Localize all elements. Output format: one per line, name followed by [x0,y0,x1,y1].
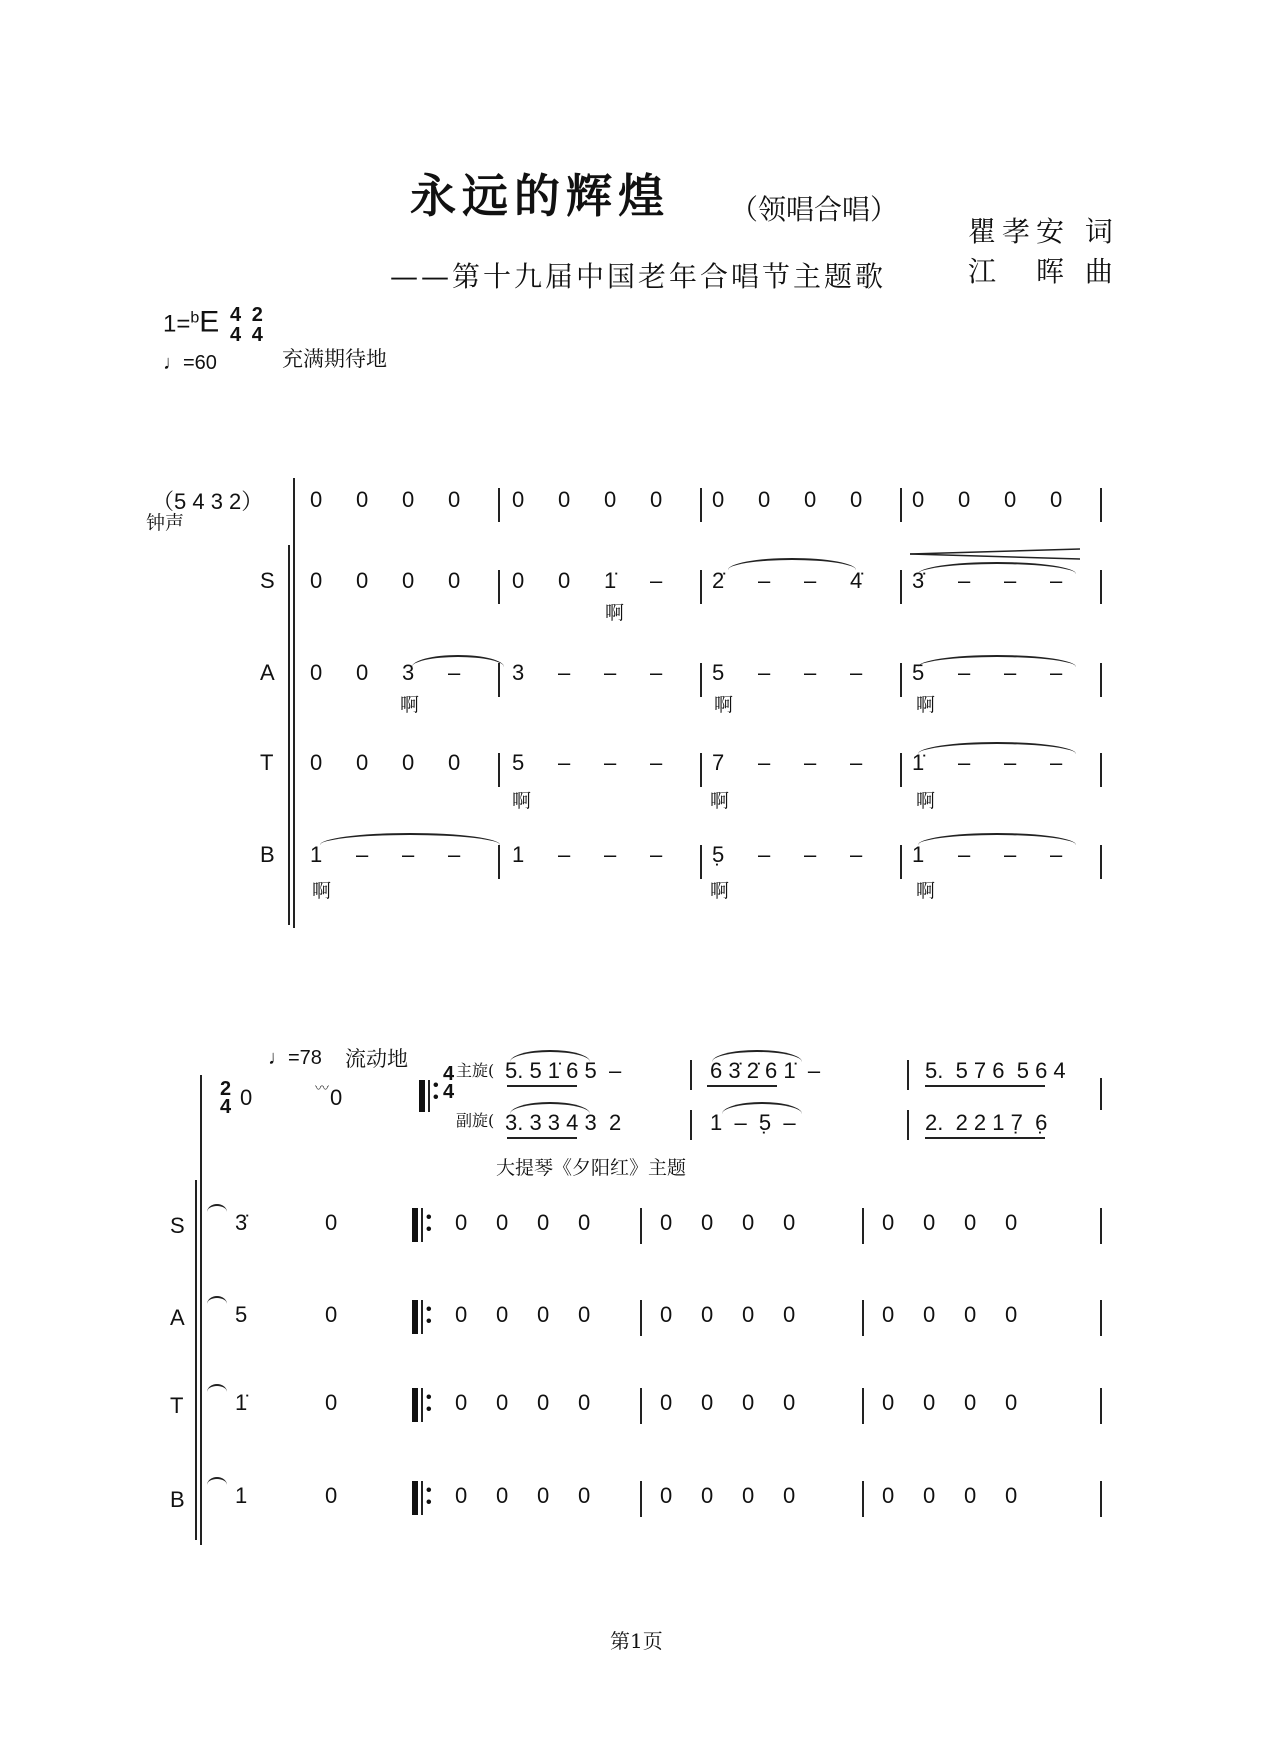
extension-dash: – [804,568,817,593]
rest: 0 [964,1390,977,1415]
extension-dash: – [448,660,461,685]
note: 5̣ [712,842,725,867]
voice-label-tenor: T [170,1393,184,1418]
voice-label-bass: B [170,1487,185,1512]
extension-dash: – [650,750,663,775]
rest: 0 [783,1302,796,1327]
repeat-dots: • • [433,1077,439,1106]
barline [640,1388,642,1424]
rest: 0 [578,1390,591,1415]
repeat-thin-bar [428,1080,430,1112]
note: 1 [512,842,525,867]
note: 0 [712,487,725,512]
note: 5 [512,750,525,775]
rest: 0 [455,1210,468,1235]
extension-dash: – [758,660,771,685]
note: 0 [356,660,369,685]
repeat-dots: • • [426,1389,432,1418]
held-note: 1̇ [235,1390,248,1415]
held-note: 5 [235,1302,248,1327]
rest: 0 [964,1210,977,1235]
note: 0 [558,568,571,593]
barline [1100,1208,1102,1244]
rest: 0 [742,1302,755,1327]
lyric-alto: 啊 [400,694,420,716]
counter-melody-m2: 1 – 5̣ – [710,1110,796,1135]
voice-label-bass: B [260,842,275,867]
time-signature-4-4: 4 4 [229,304,242,346]
flat-symbol: b [190,309,200,327]
slur-main-m2 [712,1050,802,1062]
rest: 0 [701,1483,714,1508]
rest: 0 [742,1210,755,1235]
extension-dash: – [758,568,771,593]
rest: 0 [660,1483,673,1508]
note: 0 [512,568,525,593]
tie-alto-m1-m2 [412,655,504,667]
counter-melody-m3: 2. 2 2 1 7̣ 6̣ [925,1110,1048,1135]
repeat-sign[interactable] [412,1300,418,1334]
barline [1100,845,1102,879]
repeat-dots: • • [426,1209,432,1238]
extension-dash: – [604,660,617,685]
extension-dash: – [356,842,369,867]
extension-dash: – [958,568,971,593]
rest: 0 [496,1390,509,1415]
rest: 0 [325,1210,338,1235]
rest: 0 [455,1302,468,1327]
note: 3̇ [912,568,925,593]
barline [862,1208,864,1244]
tie-from-previous [207,1477,227,1485]
note: 0 [650,487,663,512]
note: 0 [402,568,415,593]
extension-dash: – [804,750,817,775]
rest: 0 [240,1085,253,1110]
extension-dash: – [1050,842,1063,867]
beam-line [707,1085,777,1087]
lyric-alto: 啊 [714,694,734,716]
barline [907,1110,909,1140]
note: 5 [712,660,725,685]
lyric-bass: 啊 [916,880,936,902]
note: 4̇ [850,568,863,593]
crescendo-hairpin [910,547,1080,559]
note: 0 [758,487,771,512]
lyric-tenor: 啊 [710,790,730,812]
extension-dash: – [758,750,771,775]
rest: 0 [923,1210,936,1235]
rest: 0 [660,1302,673,1327]
song-subtitle: ——第十九届中国老年合唱节主题歌 [390,260,887,293]
slur-tenor-m4 [918,742,1076,754]
tie-bass-m1-m2 [320,833,500,845]
time-signature-4-4: 4 4 [443,1063,455,1103]
main-melody-m1: 5. 5 1̇ 6 5 – [505,1058,622,1083]
rest: 0 [330,1085,343,1110]
intro-bell-notes: （5 4 3 2） [152,489,264,514]
barline [1100,1481,1102,1517]
repeat-thin-bar [421,1481,423,1515]
repeat-sign[interactable] [419,1080,425,1112]
key-signature [163,305,263,345]
extension-dash: – [958,842,971,867]
slur-soprano-m4 [918,562,1076,574]
extension-dash: – [804,842,817,867]
rest: 0 [923,1483,936,1508]
note: 7 [712,750,725,775]
barline [862,1300,864,1336]
lyric-tenor: 啊 [512,790,532,812]
note: 0 [912,487,925,512]
instrument-note: 大提琴《夕阳红》主题 [496,1157,687,1179]
rest: 0 [325,1390,338,1415]
barline [1100,1300,1102,1336]
repeat-thin-bar [421,1388,423,1422]
lyric-bass: 啊 [710,880,730,902]
rest: 0 [496,1302,509,1327]
note: 0 [356,487,369,512]
voice-label-soprano: S [260,568,275,593]
repeat-sign[interactable] [412,1208,418,1242]
expression-marking: 充满期待地 [282,347,387,371]
beam-line [507,1137,577,1139]
counter-melody-m1: 3. 3 3 4 3 2 [505,1110,622,1135]
rest: 0 [1005,1483,1018,1508]
rest: 0 [923,1390,936,1415]
extension-dash: – [1050,750,1063,775]
rest: 0 [578,1210,591,1235]
extension-dash: – [650,660,663,685]
barline [498,570,500,604]
repeat-thin-bar [421,1208,423,1242]
rest: 0 [325,1302,338,1327]
extension-dash: – [850,750,863,775]
main-melody-label: 主旋( [456,1061,495,1080]
rest: 0 [537,1210,550,1235]
rest: 0 [783,1210,796,1235]
slur-alto-m4 [918,655,1076,667]
note: 0 [310,750,323,775]
rest: 0 [537,1302,550,1327]
barline [900,753,902,787]
barline [862,1388,864,1424]
barline [907,1060,909,1090]
tempo-marking: ♩=60 [163,352,217,374]
counter-melody-label: 副旋( [456,1111,495,1130]
repeat-thin-bar [421,1300,423,1334]
rest: 0 [660,1390,673,1415]
lyricist-credit: 瞿孝安 词 [968,215,1119,248]
extension-dash: – [448,842,461,867]
slur-main-m1 [510,1050,590,1062]
barline [900,488,902,522]
lyric-bass: 啊 [312,880,332,902]
key-note: E [199,305,220,339]
composer-credit: 江 晖 曲 [968,255,1119,288]
extension-dash: – [650,568,663,593]
extension-dash: – [1050,660,1063,685]
title-annotation: （领唱合唱） [730,194,899,225]
key-prefix: 1= [163,310,191,338]
note: 1̇ [912,750,925,775]
barline [640,1300,642,1336]
fermata-wave-icon: 〰 [315,1080,329,1096]
barline [498,488,500,522]
rest: 0 [882,1210,895,1235]
beam-line [925,1137,1045,1139]
barline [690,1060,692,1090]
extension-dash: – [850,660,863,685]
barline [700,845,702,879]
note: 0 [310,660,323,685]
rest: 0 [923,1302,936,1327]
note: 1 [912,842,925,867]
slur-soprano-m3 [728,558,856,570]
note: 0 [1050,487,1063,512]
note: 0 [402,487,415,512]
beam-line [925,1085,1045,1087]
expression-marking: 流动地 [345,1047,408,1071]
note: 3 [512,660,525,685]
extension-dash: – [558,842,571,867]
voice-label-alto: A [170,1305,185,1330]
extension-dash: – [558,660,571,685]
barline [900,845,902,879]
rest: 0 [578,1483,591,1508]
extension-dash: – [958,750,971,775]
rest: 0 [537,1483,550,1508]
extension-dash: – [650,842,663,867]
main-melody-m2: 6 3̇ 2̇ 6 1̇ – [710,1058,821,1083]
rest: 0 [455,1390,468,1415]
note: 0 [804,487,817,512]
rest: 0 [325,1483,338,1508]
extension-dash: – [850,842,863,867]
repeat-dots: • • [426,1301,432,1330]
barline [900,663,902,697]
rest: 0 [742,1390,755,1415]
note: 0 [356,568,369,593]
song-title: 永远的辉煌 [410,169,670,223]
note: 0 [310,487,323,512]
held-note: 3̇ [235,1210,248,1235]
note: 0 [356,750,369,775]
extension-dash: – [958,660,971,685]
note: 5 [912,660,925,685]
barline [1100,488,1102,522]
note: 0 [512,487,525,512]
extension-dash: – [1004,660,1017,685]
barline [640,1481,642,1517]
barline [1100,570,1102,604]
rest: 0 [701,1390,714,1415]
extension-dash: – [1050,568,1063,593]
note: 0 [448,568,461,593]
barline [900,570,902,604]
tie-from-previous [207,1384,227,1392]
extension-dash: – [604,750,617,775]
note: 0 [604,487,617,512]
rest: 0 [882,1483,895,1508]
held-note: 1 [235,1483,248,1508]
intro-bell-label: 钟声 [146,512,185,534]
note: 0 [448,487,461,512]
barline [498,663,500,697]
note: 1̇ [604,568,617,593]
rest: 0 [1005,1302,1018,1327]
main-melody-m3: 5. 5 7 6 5 6 4 [925,1058,1066,1083]
rest: 0 [882,1302,895,1327]
lyric-soprano: 啊 [605,602,625,624]
page-number: 第1页 [610,1629,663,1653]
note: 0 [850,487,863,512]
tie-from-previous [207,1296,227,1304]
barline [1100,1078,1102,1110]
rest: 0 [455,1483,468,1508]
rest: 0 [496,1210,509,1235]
rest: 0 [1005,1390,1018,1415]
repeat-dots: • • [426,1482,432,1511]
note: 0 [958,487,971,512]
rest: 0 [783,1483,796,1508]
note: 0 [448,750,461,775]
rest: 0 [964,1302,977,1327]
barline [498,845,500,879]
rest: 0 [578,1302,591,1327]
beam-line [507,1085,577,1087]
barline [862,1481,864,1517]
repeat-sign[interactable] [412,1481,418,1515]
barline [1100,753,1102,787]
extension-dash: – [604,842,617,867]
tempo-marking: ♩=78 [268,1047,322,1069]
choir-bracket [288,545,290,925]
rest: 0 [537,1390,550,1415]
rest: 0 [742,1483,755,1508]
note: 0 [1004,487,1017,512]
slur-counter-m2 [722,1102,802,1114]
extension-dash: – [758,842,771,867]
note: 2̇ [712,568,725,593]
voice-label-soprano: S [170,1213,185,1238]
extension-dash: – [558,750,571,775]
barline [1100,1388,1102,1424]
extension-dash: – [1004,750,1017,775]
rest: 0 [660,1210,673,1235]
barline [498,753,500,787]
time-signature-2-4: 2 4 [220,1078,232,1118]
note: 1 [310,842,323,867]
repeat-sign[interactable] [412,1388,418,1422]
note: 0 [310,568,323,593]
lyric-alto: 啊 [916,694,936,716]
barline [700,753,702,787]
rest: 0 [783,1390,796,1415]
note: 0 [402,750,415,775]
voice-label-tenor: T [260,750,274,775]
rest: 0 [964,1483,977,1508]
lyric-tenor: 啊 [916,790,936,812]
barline [640,1208,642,1244]
extension-dash: – [402,842,415,867]
time-signature-2-4: 2 4 [251,304,263,346]
slur-bass-m4 [918,833,1076,845]
barline [690,1110,692,1140]
extension-dash: – [1004,842,1017,867]
choir-bracket [195,1180,197,1540]
system-barline [293,478,295,928]
barline [1100,663,1102,697]
barline [700,663,702,697]
slur-counter-m1 [510,1102,590,1114]
tie-from-previous [207,1204,227,1212]
rest: 0 [882,1390,895,1415]
rest: 0 [701,1210,714,1235]
system-barline [200,1075,202,1545]
barline [700,570,702,604]
extension-dash: – [804,660,817,685]
rest: 0 [701,1302,714,1327]
note: 3 [402,660,415,685]
rest: 0 [496,1483,509,1508]
barline [700,488,702,522]
note: 0 [558,487,571,512]
voice-label-alto: A [260,660,275,685]
extension-dash: – [1004,568,1017,593]
rest: 0 [1005,1210,1018,1235]
